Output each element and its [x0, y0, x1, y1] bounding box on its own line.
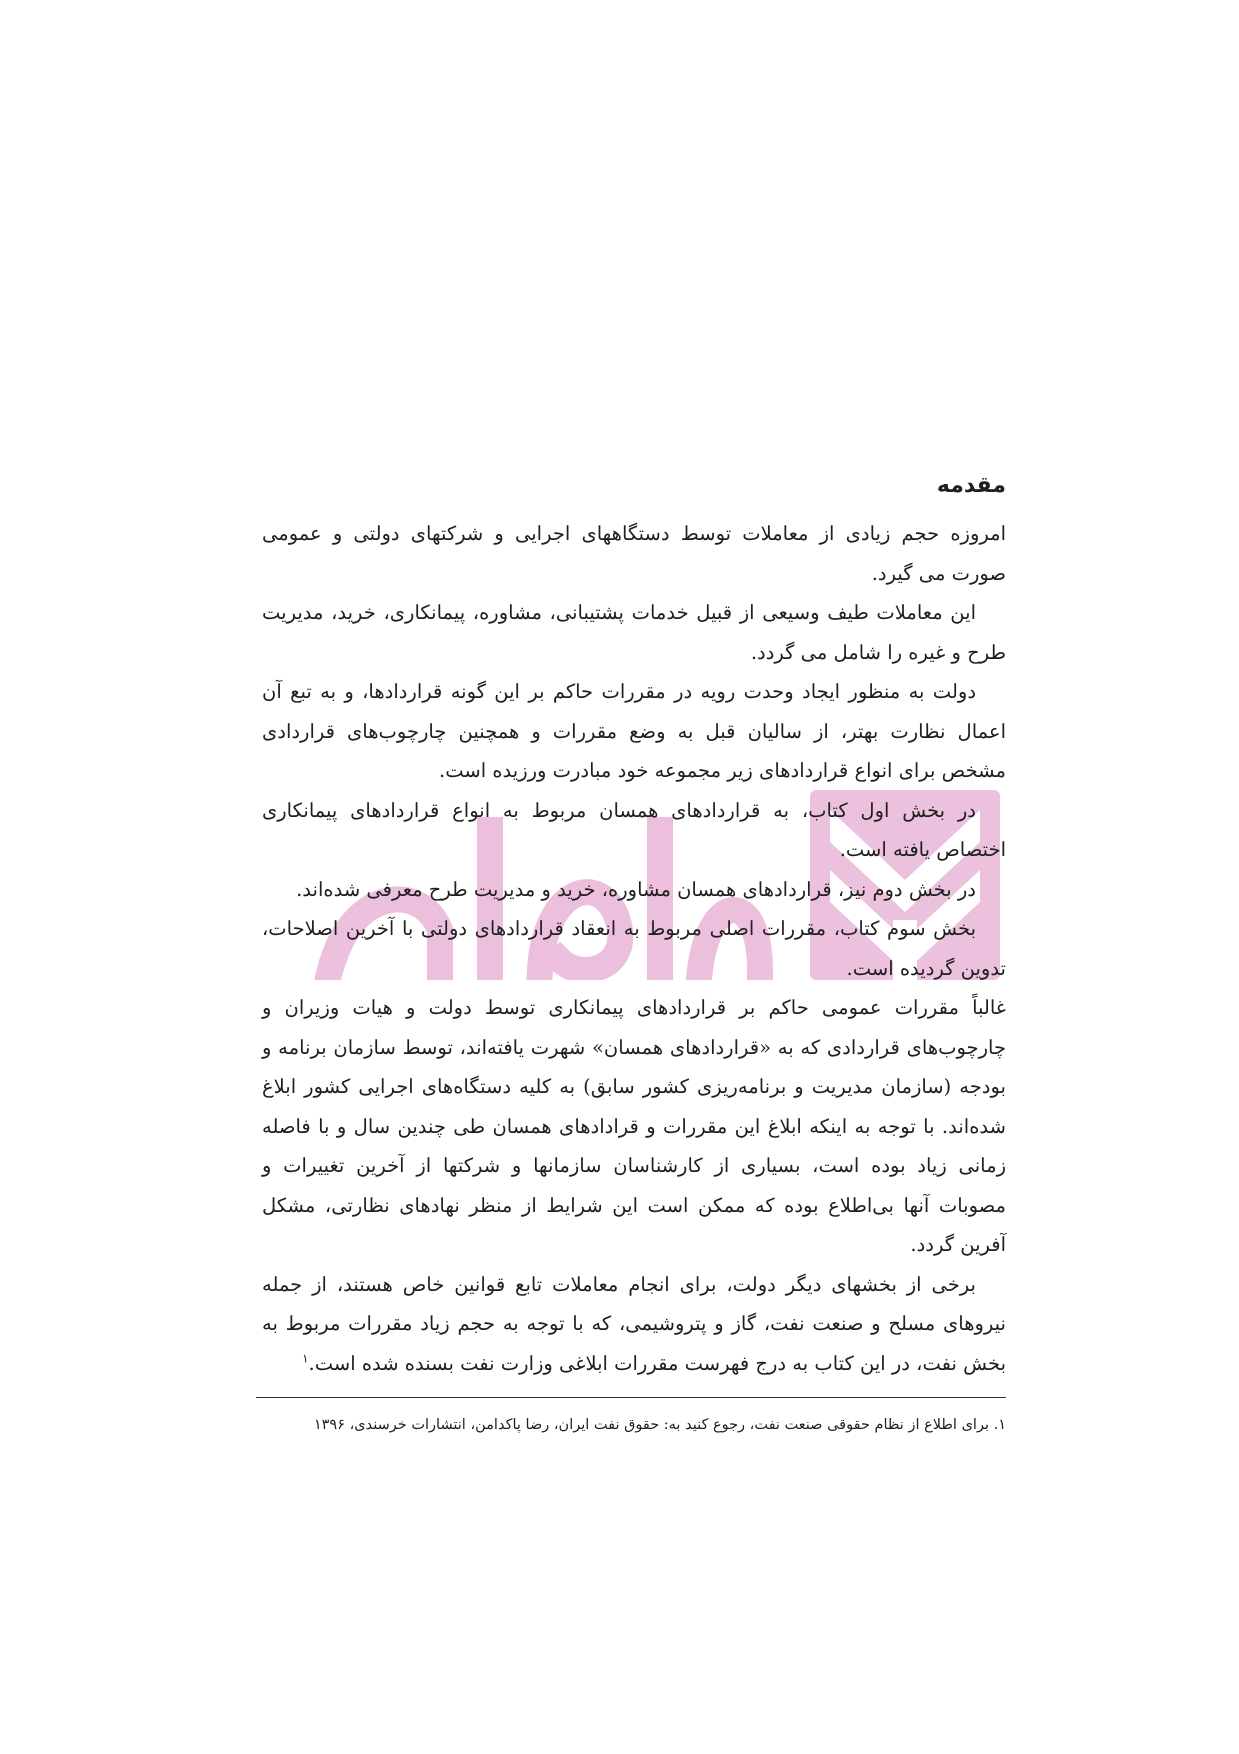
paragraph-text: برخی از بخشهای دیگر دولت، برای انجام معاملات تابع قوانین خاص هستند، از جمله نیروهای مسلح و صنعت نفت، گاز و پتروشیمی، که با توجه به حجم زیاد مقررات مربوط به بخش نفت، در این کتاب به درج فهرست مقررات ابلاغی وزارت نفت بسنده شده است. — [262, 1272, 1006, 1375]
footnote-divider — [256, 1397, 1006, 1398]
paragraph-with-footnote — [262, 1265, 1006, 1384]
paragraph: در بخش اول کتاب، به قراردادهای همسان مربوط به انواع قراردادهای پیمانکاری اختصاص یافته است. — [262, 798, 1006, 861]
footnote: ۱. برای اطلاع از نظام حقوقی صنعت نفت، رجوع کنید به: حقوق نفت ایران، رضا پاکدامن، انتشارات خرسندی، ۱۳۹۶ — [313, 1417, 1006, 1433]
paragraph: غالباً مقررات عمومی حاکم بر قراردادهای پیمانکاری توسط دولت و هیات وزیران و چارچوب‌های قراردادی که به «قراردادهای همسان» شهرت یافته‌اند، توسط سازمان برنامه و بودجه (سازمان مدیریت و برنامه‌ریزی کشور سابق) به کلیه دستگاه‌های اجرایی کشور ابلاغ شده‌اند. با توجه به اینکه ابلاغ این مقررات و قرادادهای همسان طی چندین سال و با فاصله زمانی زیاد بوده است، بسیاری از کارشناسان سازمانها و شرکتها از آخرین تغییرات و مصوبات آنها بی‌اطلاع بوده که ممکن است این شرایط از منظر نهادهای نظارتی، مشکل آفرین گردد. — [262, 996, 1006, 1256]
paragraph: دولت به منظور ایجاد وحدت رویه در مقررات حاکم بر این گونه قراردادها، و به تبع آن اعمال نظارت بهتر، از سالیان قبل به وضع مقررات و همچنین چارچوب‌های قراردادی مشخص برای انواع قراردادهای زیر مجموعه خود مبادرت ورزیده است. — [262, 680, 1006, 782]
document-body — [262, 468, 1006, 1383]
paragraph: امروزه حجم زیادی از معاملات توسط دستگاههای اجرایی و شرکتهای دولتی و عمومی صورت می گیرد. — [262, 522, 1006, 585]
paragraph: این معاملات طیف وسیعی از قبیل خدمات پشتیبانی، مشاوره، پیمانکاری، خرید، مدیریت طرح و غیره را شامل می گردد. — [262, 601, 1006, 664]
section-heading: مقدمه — [936, 473, 1006, 498]
paragraph: در بخش دوم نیز، قراردادهای همسان مشاوره، خرید و مدیریت طرح معرفی شده‌اند. — [296, 877, 976, 901]
paragraph: بخش سوم کتاب، مقررات اصلی مربوط به انعقاد قراردادهای دولتی با آخرین اصلاحات، تدوین گردیده است. — [262, 917, 1006, 980]
footnote-reference: ۱ — [302, 1351, 309, 1365]
